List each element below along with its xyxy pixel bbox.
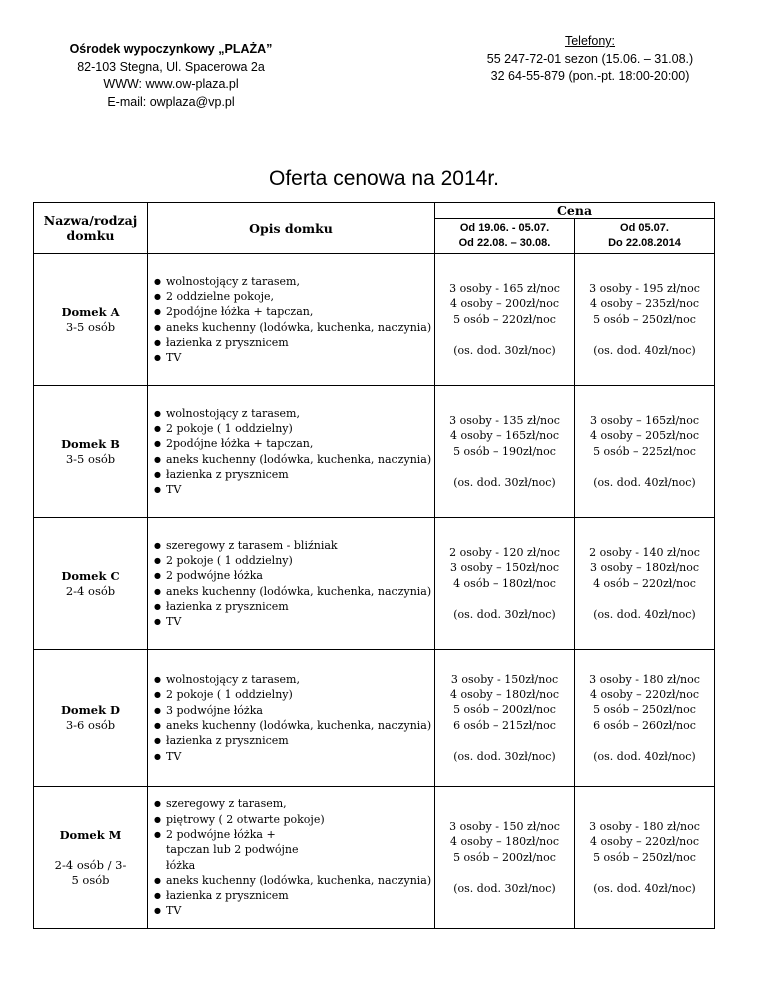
price-line: 4 osoby – 200zł/noc [449, 297, 560, 311]
cottage-description [148, 518, 435, 650]
bullet-icon: ● [154, 337, 161, 347]
bullet-icon: ● [154, 829, 161, 839]
extra-person-price: (os. dod. 40zł/noc) [593, 881, 696, 895]
extra-person-price: (os. dod. 40zł/noc) [593, 607, 696, 621]
list-item [154, 436, 434, 451]
feature-text: 2 podwójne łóżka [166, 569, 263, 583]
price-cell-period-1 [435, 518, 575, 650]
bullet-icon: ● [154, 875, 161, 885]
price-line: 4 osoby – 220zł/noc [589, 835, 700, 849]
extra-person-price: (os. dod. 30zł/noc) [453, 343, 556, 357]
cottage-description [148, 787, 435, 929]
price-line: 5 osób – 190zł/noc [453, 444, 556, 458]
cottage-name-cell [34, 254, 148, 386]
feature-text: łazienka z prysznicem [166, 889, 289, 903]
feature-list [154, 796, 434, 918]
list-item [154, 687, 434, 702]
company-name: Ośrodek wypoczynkowy „PLAŻA” [69, 42, 273, 56]
list-item [154, 718, 434, 733]
price-line: 3 osoby - 165 zł/noc [449, 281, 560, 295]
price-line: 3 osoby - 195 zł/noc [589, 281, 700, 295]
price-line: 5 osób – 225zł/noc [593, 444, 696, 458]
feature-text: 2 pokoje ( 1 oddzielny) [166, 553, 293, 567]
company-address: 82-103 Stegna, Ul. Spacerowa 2a [77, 59, 265, 74]
list-item [154, 320, 434, 335]
bullet-icon: ● [154, 439, 161, 449]
price-line: 3 osoby - 150 zł/noc [449, 819, 560, 833]
phone-season: 55 247-72-01 sezon (15.06. – 31.08.) [486, 51, 694, 66]
table-row [34, 254, 715, 386]
feature-text: aneks kuchenny (lodówka, kuchenka, naczynia) [166, 719, 432, 732]
feature-list [154, 672, 434, 764]
bullet-icon: ● [154, 408, 161, 418]
feature-text: wolnostojący z tarasem, [166, 673, 300, 687]
price-line: 5 osób – 250zł/noc [593, 312, 696, 326]
table-row [34, 787, 715, 929]
phone-info [455, 33, 725, 86]
bullet-icon: ● [154, 814, 161, 824]
price-cell-period-1 [435, 386, 575, 518]
feature-text: TV [166, 615, 182, 629]
feature-text: aneks kuchenny (lodówka, kuchenka, naczynia) [166, 452, 432, 466]
bullet-icon: ● [154, 555, 161, 565]
price-line: 4 osoby – 180zł/noc [449, 835, 560, 849]
feature-text: wolnostojący z tarasem, [166, 406, 300, 420]
col-header-name: Nazwa/rodzaj domku [34, 203, 148, 254]
bullet-icon: ● [154, 721, 161, 730]
list-item [154, 350, 434, 365]
bullet-icon: ● [154, 353, 161, 363]
cottage-capacity: 2-4 osób [65, 583, 116, 598]
cottage-name-cell [34, 787, 148, 929]
feature-text: 2podójne łóżka + tapczan, [166, 437, 314, 451]
cottage-description [148, 386, 435, 518]
cottage-name: Domek B [61, 436, 120, 451]
price-line: 5 osób – 220zł/noc [453, 312, 556, 326]
price-line: 5 osób – 250zł/noc [593, 703, 696, 717]
cottage-capacity: 3-5 osób [65, 451, 116, 466]
cottage-capacity: 3-5 osób [65, 319, 116, 334]
cottage-name: Domek A [61, 304, 120, 319]
bullet-icon: ● [154, 485, 161, 495]
feature-list [154, 406, 434, 498]
bullet-icon: ● [154, 454, 161, 464]
list-item [154, 812, 434, 827]
table-row [34, 518, 715, 650]
bullet-icon: ● [154, 586, 161, 596]
price-line: 4 osób – 220zł/noc [593, 576, 696, 590]
bullet-icon: ● [154, 469, 161, 479]
bullet-icon: ● [154, 799, 161, 809]
col-header-period-1: Od 19.06. - 05.07. Od 22.08. – 30.08. [435, 219, 575, 254]
feature-text: TV [166, 483, 182, 497]
price-cell-period-1 [435, 787, 575, 929]
price-line: 3 osoby – 180zł/noc [589, 561, 700, 575]
list-item [154, 796, 434, 811]
cottage-description [148, 650, 435, 787]
feature-text: TV [166, 749, 182, 763]
list-item [154, 421, 434, 436]
cottage-name-cell [34, 386, 148, 518]
price-line: 3 osoby - 150zł/noc [450, 672, 559, 686]
list-item [154, 406, 434, 421]
feature-text: 2 pokoje ( 1 oddzielny) [166, 688, 293, 702]
company-info [55, 41, 287, 111]
price-line: 2 osoby - 120 zł/noc [449, 545, 560, 559]
col-header-price: Cena [435, 203, 715, 219]
feature-text: aneks kuchenny (lodówka, kuchenka, naczynia) [166, 320, 432, 334]
list-item [154, 335, 434, 350]
extra-person-price: (os. dod. 40zł/noc) [593, 343, 696, 357]
list-item [154, 903, 434, 918]
price-table [33, 202, 715, 929]
price-line: 4 osoby – 220zł/noc [589, 688, 700, 702]
feature-text: szeregowy z tarasem - bliźniak [166, 538, 338, 552]
bullet-icon: ● [154, 675, 161, 685]
price-line: 4 osoby – 205zł/noc [589, 429, 700, 443]
feature-text: aneks kuchenny (lodówka, kuchenka, naczynia) [166, 584, 432, 598]
feature-text: szeregowy z tarasem, [166, 797, 287, 811]
phones-label: Telefony: [564, 34, 616, 48]
table-row [34, 386, 715, 518]
price-line: 4 osoby – 235zł/noc [589, 297, 700, 311]
feature-text: 2 podwójne łóżka + tapczan lub 2 podwójne łóżka [166, 827, 299, 872]
list-item [154, 614, 434, 629]
price-line: 5 osób – 200zł/noc [453, 850, 556, 864]
extra-person-price: (os. dod. 30zł/noc) [453, 881, 556, 895]
price-line: 3 osoby - 180 zł/noc [589, 819, 700, 833]
bullet-icon: ● [154, 307, 161, 317]
list-item [154, 599, 434, 614]
list-item [154, 304, 434, 319]
price-line: 3 osoby – 165zł/noc [589, 413, 700, 427]
price-line: 4 osoby – 165zł/noc [449, 429, 560, 443]
price-line: 6 osób – 260zł/noc [593, 718, 696, 732]
feature-text: TV [166, 351, 182, 365]
cottage-name-cell [34, 650, 148, 787]
list-item [154, 538, 434, 553]
list-item [154, 467, 434, 482]
col-header-period-2: Od 05.07. Do 22.08.2014 [575, 219, 715, 254]
price-line: 4 osoby – 180zł/noc [449, 688, 560, 702]
feature-text: 2 pokoje ( 1 oddzielny) [166, 421, 293, 435]
feature-text: 2podójne łóżka + tapczan, [166, 305, 314, 319]
price-cell-period-1 [435, 650, 575, 787]
cottage-capacity: 2-4 osób / 3-5 osób [54, 857, 127, 887]
bullet-icon: ● [154, 540, 161, 550]
extra-person-price: (os. dod. 40zł/noc) [593, 475, 696, 489]
bullet-icon: ● [154, 736, 161, 746]
price-cell-period-2 [575, 518, 715, 650]
price-cell-period-2 [575, 787, 715, 929]
feature-text: 3 podwójne łóżka [166, 703, 263, 717]
cottage-name: Domek M [59, 827, 122, 842]
feature-list [154, 274, 434, 366]
cottage-description [148, 254, 435, 386]
bullet-icon: ● [154, 751, 161, 761]
bullet-icon: ● [154, 322, 161, 332]
bullet-icon: ● [154, 601, 161, 611]
bullet-icon: ● [154, 276, 161, 286]
list-item [154, 482, 434, 497]
feature-text: TV [166, 904, 182, 918]
price-line: 5 osób – 200zł/noc [453, 703, 556, 717]
bullet-icon: ● [154, 291, 161, 301]
price-line: 3 osoby - 180 zł/noc [589, 672, 700, 686]
price-cell-period-2 [575, 386, 715, 518]
cottage-name: Domek D [60, 703, 121, 717]
list-item [154, 584, 434, 599]
price-line: 2 osoby - 140 zł/noc [589, 545, 700, 559]
feature-text: wolnostojący z tarasem, [166, 274, 300, 288]
list-item [154, 672, 434, 687]
price-line: 3 osoby - 135 zł/noc [449, 413, 560, 427]
bullet-icon: ● [154, 423, 161, 433]
price-line: 3 osoby – 150zł/noc [449, 561, 560, 575]
extra-person-price: (os. dod. 30zł/noc) [453, 475, 556, 489]
price-line: 6 osób – 215zł/noc [453, 718, 556, 732]
feature-text: piętrowy ( 2 otwarte pokoje) [166, 812, 325, 826]
phone-offseason: 32 64-55-879 (pon.-pt. 18:00-20:00) [490, 69, 690, 83]
list-item [154, 888, 434, 903]
list-item [154, 733, 434, 748]
list-item [154, 289, 434, 304]
feature-text: łazienka z prysznicem [166, 335, 289, 349]
list-item [154, 452, 434, 467]
cottage-capacity: 3-6 osób [65, 718, 116, 732]
feature-text: 2 oddzielne pokoje, [166, 289, 275, 303]
extra-person-price: (os. dod. 30zł/noc) [453, 607, 556, 621]
price-line: 5 osób – 250zł/noc [593, 850, 696, 864]
cottage-name-cell [34, 518, 148, 650]
list-item [154, 703, 434, 718]
price-line: 4 osób – 180zł/noc [453, 576, 556, 590]
feature-text: aneks kuchenny (lodówka, kuchenka, naczynia) [166, 873, 432, 887]
list-item [154, 873, 434, 888]
list-item [154, 274, 434, 289]
feature-text: łazienka z prysznicem [166, 599, 289, 613]
extra-person-price: (os. dod. 30zł/noc) [453, 749, 556, 763]
bullet-icon: ● [154, 690, 161, 700]
feature-text: łazienka z prysznicem [166, 467, 289, 481]
bullet-icon: ● [154, 891, 161, 901]
list-item [154, 568, 434, 583]
list-item [154, 553, 434, 568]
table-row [34, 650, 715, 787]
bullet-icon: ● [154, 705, 161, 715]
list-item [154, 749, 434, 764]
bullet-icon: ● [154, 571, 161, 581]
company-email: E-mail: owplaza@vp.pl [107, 94, 235, 109]
col-header-desc: Opis domku [148, 203, 435, 254]
extra-person-price: (os. dod. 40zł/noc) [593, 749, 696, 763]
bullet-icon: ● [154, 617, 161, 627]
feature-list [154, 538, 434, 630]
cottage-name: Domek C [61, 568, 120, 583]
feature-text: łazienka z prysznicem [166, 734, 289, 748]
list-item [154, 827, 434, 873]
bullet-icon: ● [154, 906, 161, 916]
company-www: WWW: www.ow-plaza.pl [103, 77, 239, 91]
page-title: Oferta cenowa na 2014r. [269, 167, 499, 190]
price-cell-period-2 [575, 650, 715, 787]
price-cell-period-2 [575, 254, 715, 386]
price-cell-period-1 [435, 254, 575, 386]
